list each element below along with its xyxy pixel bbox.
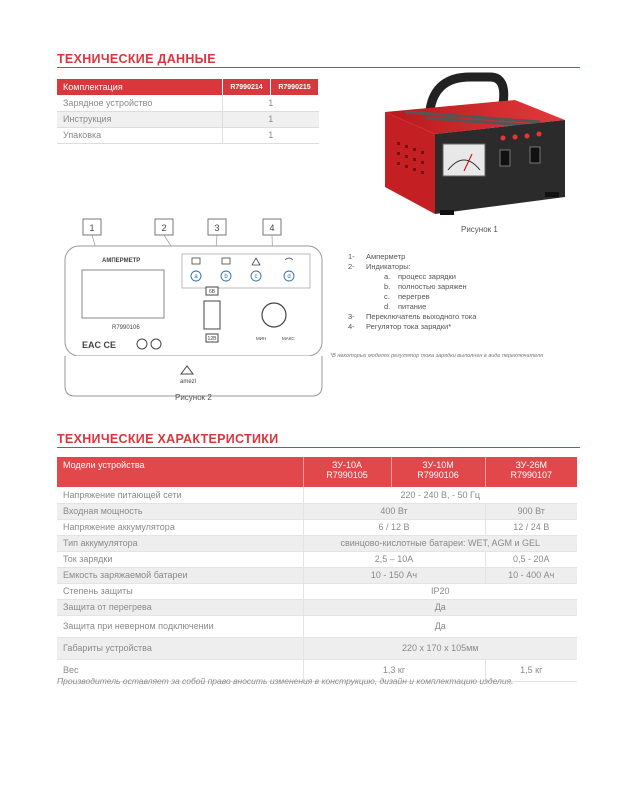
indicator-a: a [194,274,198,280]
legend-subitem: d. питание [384,302,427,311]
table-row [57,111,319,127]
table-row: Защита при неверном подключении Да [57,615,577,637]
charger-illustration [375,72,575,222]
table-row: Емкость заряжаемой батареи 10 - 150 Ач 10 - 400 Ач [57,567,577,583]
equipment-header-code: R7990215 [271,79,319,95]
knob-min-label: МИН [256,336,267,341]
row-label: Зарядное устройство [57,95,223,111]
panel-model: R7990106 [112,325,140,331]
row-value: 1 [223,111,319,127]
row-value: 1 [223,95,319,111]
certification-marks: EAC CE [82,340,117,350]
panel-ammeter-label: АМПЕРМЕТР [102,258,141,264]
row-label: Упаковка [57,127,223,143]
row-value: 1 [223,127,319,143]
legend-item: 2- Индикаторы: [348,262,411,271]
figure1-caption: Рисунок 1 [461,225,498,234]
figure2-caption: Рисунок 2 [175,393,212,402]
table-row [57,127,319,143]
legend-item: 4- Регулятор тока зарядки* [348,322,452,331]
equipment-table [57,79,319,144]
figure-legend [348,252,476,332]
model-header: ЗУ-10А R7990105 [303,457,391,487]
equipment-header-code: R7990214 [223,79,271,95]
switch-12v-label: 12В [207,336,217,342]
switch-6v-label: 6В [208,289,216,295]
brand-logo: amezl [180,379,197,385]
callout-1: 1 [89,223,95,233]
table-row: Тип аккумулятора свинцово-кислотные батареи: WET, AGM и GEL [57,535,577,551]
legend-subitem: b. полностью заряжен [384,282,467,291]
legend-subitem: c. перегрев [384,292,430,301]
legend-note: *В некоторых моделях регулятор тока зарядки выполнен в виде переключателя [330,353,544,359]
indicator-d: d [287,274,291,280]
table-row: Ток зарядки 2,5 – 10А 0,5 - 20А [57,551,577,567]
table-row: Входная мощность 400 Вт 900 Вт [57,503,577,519]
legend-subitem: a. процесс зарядки [384,272,456,281]
knob-max-label: МАКС [282,336,295,341]
legend-item: 3- Переключатель выходного тока [348,312,477,321]
callout-2: 2 [161,223,167,233]
table-row: Степень защиты IP20 [57,583,577,599]
indicator-b: b [224,274,228,280]
callout-4: 4 [269,223,275,233]
legend-item: 1- Амперметр [348,252,406,261]
indicator-c: c [254,274,258,280]
row-label: Инструкция [57,111,223,127]
table-row: Напряжение питающей сети 220 - 240 В, - 50 Гц [57,487,577,503]
specs-header-label: Модели устройства [57,457,303,487]
table-row: Напряжение аккумулятора 6 / 12 В 12 / 24 В [57,519,577,535]
model-header: ЗУ-10М R7990106 [391,457,485,487]
footnote: Производитель оставляет за собой право вносить изменения в конструкцию, дизайн и комплектацию изделия. [57,676,514,686]
specs-table [57,457,577,682]
section-title-specs: ТЕХНИЧЕСКИЕ ХАРАКТЕРИСТИКИ [57,432,279,446]
equipment-header: Комплектация [57,79,223,95]
table-row: Защита от перегрева Да [57,599,577,615]
section-rule [57,67,580,68]
table-row [57,95,319,111]
section-rule [57,447,580,448]
callout-3: 3 [214,223,220,233]
model-header: ЗУ-26М R7990107 [485,457,577,487]
section-title-tech-data: ТЕХНИЧЕСКИЕ ДАННЫЕ [57,52,216,66]
table-row: Вес 1,3 кг 1,5 кг [57,659,577,681]
table-row: Габариты устройства 220 х 170 х 105мм [57,637,577,659]
panel-schematic [60,216,330,406]
